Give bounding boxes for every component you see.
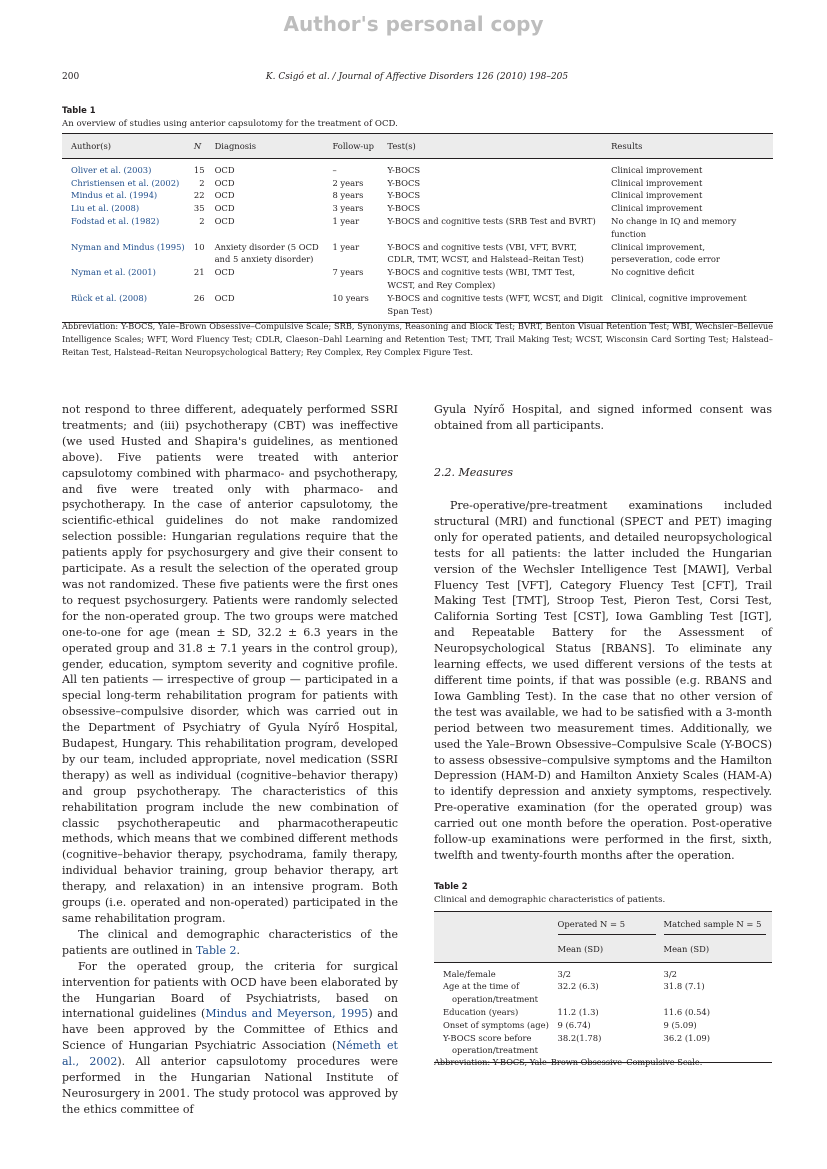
cell-n: 22 xyxy=(193,190,205,201)
cell-tests: Y-BOCS xyxy=(387,190,421,201)
section-heading: 2.2. Measures xyxy=(434,466,513,479)
cell-matched: 36.2 (1.09) xyxy=(660,1032,772,1063)
cell-diagnosis: OCD xyxy=(214,267,235,278)
table2-sub-operated: Mean (SD) xyxy=(554,939,660,962)
cell-diagnosis: OCD xyxy=(214,215,235,226)
citation-link[interactable]: Nyman et al. (2001) xyxy=(71,267,156,278)
table2-sub-matched: Mean (SD) xyxy=(660,939,772,962)
table2 xyxy=(434,911,772,1063)
cell-followup: – xyxy=(332,164,337,175)
cell-tests: Y-BOCS xyxy=(387,164,421,175)
cell-operated: 32.2 (6.3) xyxy=(557,981,599,992)
cell-diagnosis: OCD xyxy=(211,292,329,323)
table1-label: Table 1 xyxy=(62,105,96,115)
row-label: Male/female xyxy=(443,968,496,979)
cell-n: 15 xyxy=(193,164,205,175)
citation-link[interactable]: Fodstad et al. (1982) xyxy=(71,215,160,226)
text: The clinical and demographic characteristics of the patients are outlined in xyxy=(62,927,398,957)
cell-operated: 9 (6.74) xyxy=(557,1019,591,1030)
cell-operated: 3/2 xyxy=(557,968,571,979)
cell-n: 2 xyxy=(199,215,205,226)
citation-link[interactable]: Nyman and Mindus (1995) xyxy=(71,241,185,252)
table1-col-tests: Test(s) xyxy=(383,134,607,159)
row-label: Age at the time of xyxy=(443,981,520,992)
right-column-top xyxy=(434,402,772,434)
cell-followup: 2 years xyxy=(332,177,364,188)
paragraph xyxy=(62,959,398,1118)
table-row xyxy=(434,980,772,1006)
cell-diagnosis: OCD xyxy=(214,164,235,175)
citation-link[interactable]: Németh et al., 2002 xyxy=(62,1039,398,1069)
text: ) and have been approved by the Committee of Ethics and Science of Hungarian Psychiatric Association ( xyxy=(62,1007,398,1053)
cell-followup: 3 years xyxy=(332,203,364,214)
citation-link[interactable]: Liu et al. (2008) xyxy=(71,203,140,214)
table1 xyxy=(62,133,773,323)
table2-sub-row xyxy=(434,939,772,962)
row-label: Education (years) xyxy=(443,1006,519,1017)
cell-tests: Y-BOCS and cognitive tests (WBI, TMT Test, WCST, and Rey Complex) xyxy=(387,267,576,290)
table-row xyxy=(434,1006,772,1019)
table2-group-operated: Operated N = 5 xyxy=(558,918,656,935)
table1-col-diagnosis: Diagnosis xyxy=(211,134,329,159)
paragraph: not respond to three different, adequately performed SSRI treatments; and (iii) psychotherapy (CBT) was ineffective (we used Husted and Shapira's guidelines, as mentioned above). Five patients were treated with anterior capsulotomy combined with pharmaco- and psychotherapy, and five were treated only with pharmaco- and psychotherapy. In the case of anterior capsulotomy, the scientific-ethical guidelines do not make randomized selection possible: Hungarian regulations require that the patients apply for psychosurgery and give their consent to participate. As a result the selection of the operated group was not randomized. These five patients were the first ones to request psychosurgery. Patients were randomly selected for the non-operated group. The two groups were matched one-to-one for age (mean ± SD, 32.2 ± 6.3 years in the operated group and 31.8 ± 7.1 years in the control group), gender, education, symptom severity and cognitive profile. All ten patients — irrespective of group — participated in a special long-term rehabilitation program for patients with obsessive–compulsive disorder, which was carried out in the Department of Psychiatry of Gyula Nyírő Hospital, Budapest, Hungary. This rehabilitation program, developed by our team, included appropriate, novel medication (SSRI therapy) as well as individual (cognitive–behavior therapy) and group psychotherapy. The characteristics of this rehabilitation program include the new combination of classic psychotherapeutic and pharmacotherapeutic methods, which means that we combined different methods (cognitive–behavior therapy, psychodrama, family therapy, individual behavior training, group behavior therapy, art therapy, and relaxation) in an intensive program. Both groups (i.e. operated and non-operated) participated in the same rehabilitation program. xyxy=(62,403,398,925)
table-row xyxy=(62,292,773,323)
table1-col-author: Author(s) xyxy=(62,134,190,159)
cell-results: Clinical, cognitive improvement xyxy=(607,292,773,323)
cell-followup: 7 years xyxy=(332,267,364,278)
table1-caption: An overview of studies using anterior capsulotomy for the treatment of OCD. xyxy=(62,119,398,129)
table2-group-row xyxy=(434,912,772,939)
citation-link[interactable]: Mindus et al. (1994) xyxy=(71,190,158,201)
cell-n: 35 xyxy=(193,203,205,214)
cell-tests: Y-BOCS and cognitive tests (SRB Test and BVRT) xyxy=(387,215,596,226)
cell-n: 2 xyxy=(199,177,205,188)
cell-tests: Y-BOCS and cognitive tests (WFT, WCST, and Digit Span Test) xyxy=(383,292,607,323)
cell-followup: 1 year xyxy=(332,241,360,252)
cell-results: No cognitive deficit xyxy=(611,267,695,278)
table1-footnote: Abbreviation: Y-BOCS, Yale–Brown Obsessive–Compulsive Scale; SRB, Synonyms, Reasoning and Block Test; BVRT, Benton Visual Retention Test; WBI, Wechsler–Bellevue Intelligence Scales; WFT, Word Fluency Test; CDLR, Claeson–Dahl Learning and Retention Test; TMT, Trail Making Test; WCST, Wisconsin Card Sorting Test; Halstead–Reitan Test, Halstead–Reitan Neuropsychological Battery; Rey Complex, Rey Complex Figure Test. xyxy=(62,321,773,357)
cell-tests: Y-BOCS xyxy=(387,177,421,188)
citation-link[interactable]: Christiensen et al. (2002) xyxy=(71,177,180,188)
cell-matched: 3/2 xyxy=(663,968,677,979)
citation-link[interactable]: Rück et al. (2008) xyxy=(71,292,147,303)
table-row xyxy=(62,177,773,190)
table2-caption: Clinical and demographic characteristics of patients. xyxy=(434,895,666,905)
table-row xyxy=(62,215,773,241)
cell-followup: 1 year xyxy=(332,215,360,226)
table1-caption-block xyxy=(62,104,398,131)
cell-tests: Y-BOCS xyxy=(387,203,421,214)
table1-header-row xyxy=(62,134,773,159)
cell-matched: 11.6 (0.54) xyxy=(663,1006,711,1017)
cell-diagnosis: OCD xyxy=(214,177,235,188)
table1-col-n: N xyxy=(190,134,211,159)
table-row xyxy=(62,189,773,202)
text: . xyxy=(236,943,241,957)
table1-col-followup: Follow-up xyxy=(328,134,383,159)
cell-operated: 38.2(1.78) xyxy=(554,1032,660,1063)
paragraph xyxy=(62,927,398,959)
paragraph: Gyula Nyírő Hospital, and signed informed consent was obtained from all participants. xyxy=(434,403,772,432)
row-label: Y-BOCS score before xyxy=(443,1032,532,1043)
text: ). All anterior capsulotomy procedures were performed in the Hungarian National Institute of Neurosurgery in 2001. The study protocol was approved by the ethics committee of xyxy=(62,1055,399,1116)
cell-results: No change in IQ and memory function xyxy=(611,215,737,239)
cell-diagnosis: OCD xyxy=(214,190,235,201)
cell-matched: 9 (5.09) xyxy=(663,1019,697,1030)
table2-group-matched: Matched sample N = 5 xyxy=(664,918,766,935)
left-column xyxy=(62,402,398,1118)
cell-operated: 11.2 (1.3) xyxy=(557,1006,599,1017)
table2-footnote: Abbreviation: Y-BOCS, Yale–Brown Obsessive–Compulsive Scale. xyxy=(434,1057,703,1067)
table-row xyxy=(62,241,773,267)
cell-results: Clinical improvement, perseveration, code error xyxy=(611,241,720,265)
cell-followup: 8 years xyxy=(332,190,364,201)
table-row xyxy=(434,1019,772,1032)
table-row xyxy=(434,962,772,980)
cell-n: 26 xyxy=(190,292,211,323)
citation-link[interactable]: Oliver et al. (2003) xyxy=(71,164,152,175)
table-row xyxy=(62,202,773,215)
cell-diagnosis: OCD xyxy=(214,203,235,214)
page-number: 200 xyxy=(62,72,80,82)
cell-diagnosis: Anxiety disorder (5 OCD and 5 anxiety disorder) xyxy=(214,241,319,265)
cell-n: 10 xyxy=(193,241,205,252)
cell-tests: Y-BOCS and cognitive tests (VBI, VFT, BVRT, CDLR, TMT, WCST, and Halstead–Reitan Test) xyxy=(387,241,584,265)
table1-col-results: Results xyxy=(607,134,773,159)
table2-link[interactable]: Table 2 xyxy=(195,943,237,957)
table2-label: Table 2 xyxy=(434,881,468,891)
cell-results: Clinical improvement xyxy=(611,177,703,188)
row-label-cont: operation/treatment xyxy=(452,1045,538,1056)
cell-followup: 10 years xyxy=(328,292,383,323)
watermark: Author's personal copy xyxy=(283,12,544,36)
row-label-cont: operation/treatment xyxy=(452,994,538,1005)
cell-n: 21 xyxy=(193,267,205,278)
text: For the operated group, the criteria for surgical intervention for patients with OCD have been elaborated by the Hungarian Board of Psychiatrists, based on international guidelines ( xyxy=(62,959,398,1021)
table-row xyxy=(62,158,773,176)
citation-link[interactable]: Mindus and Meyerson, 1995 xyxy=(205,1007,369,1021)
row-label: Onset of symptoms (age) xyxy=(443,1019,549,1030)
right-column-measures xyxy=(434,498,772,864)
cell-results: Clinical improvement xyxy=(611,164,703,175)
cell-results: Clinical improvement xyxy=(611,203,703,214)
paragraph: Pre-operative/pre-treatment examinations included structural (MRI) and functional (SPECT and PET) imaging only for operated patients, and detailed neuropsychological tests for all patients: the latter included the Hungarian version of the Wechsler Intelligence Test [MAWI], Verbal Fluency Test [VFT], Category Fluency Test [CFT], Trail Making Test [TMT], Stroop Test, Pieron Test, Corsi Test, California Sorting Test [CST], Iowa Gambling Test [IGT], and Repeatable Battery for the Assessment of Neuropsychological Status [RBANS]. To eliminate any learning effects, we used different versions of the tests at different time points, if that was possible (e.g. RBANS and Iowa Gambling Test). In the case that no other version of the test was available, we had to be satisfied with a 3-month period between two measurement times. Additionally, we used the Yale–Brown Obsessive–Compulsive Scale (Y-BOCS) to assess obsessive–compulsive symptoms and the Hamilton Depression (HAM-D) and Hamilton Anxiety Scales (HAM-A) to identify depression and anxiety symptoms, respectively. Pre-operative examination (for the operated group) was carried out one month before the operation. Post-operative follow-up examinations were performed in the first, sixth, twelfth and twenty-fourth months after the operation. xyxy=(434,499,772,862)
table2-caption-block xyxy=(434,880,665,907)
cell-matched: 31.8 (7.1) xyxy=(663,981,705,992)
table-row xyxy=(62,266,773,292)
journal-citation: K. Csigó et al. / Journal of Affective Disorders 126 (2010) 198–205 xyxy=(265,72,569,82)
cell-results: Clinical improvement xyxy=(611,190,703,201)
